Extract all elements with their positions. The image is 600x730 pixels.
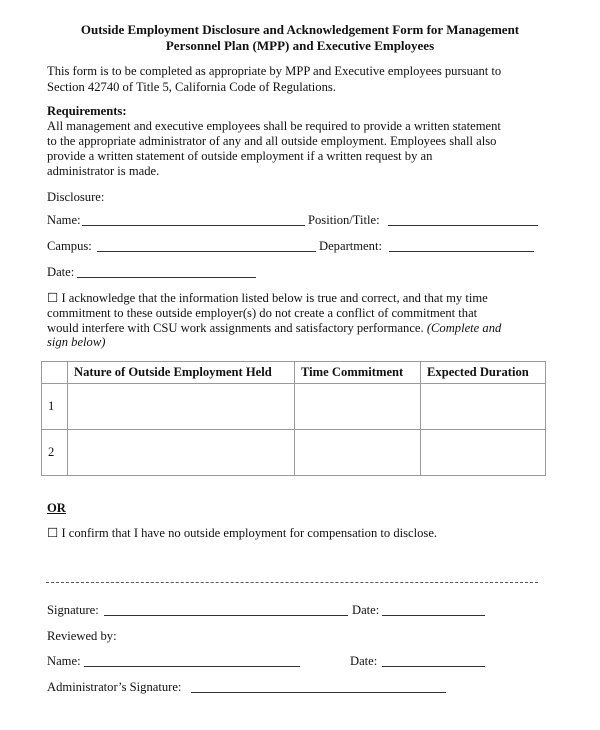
table-row bbox=[42, 384, 546, 430]
signature-date-label: Date: bbox=[352, 603, 380, 617]
requirements-heading: Requirements: bbox=[47, 104, 127, 118]
header-nature: Nature of Outside Employment Held bbox=[68, 362, 295, 384]
department-field[interactable] bbox=[389, 251, 534, 252]
confirm-checkbox-line[interactable]: ☐ I confirm that I have no outside employment for compensation to disclose. bbox=[47, 526, 438, 540]
name-field[interactable] bbox=[82, 225, 305, 226]
divider bbox=[46, 582, 538, 583]
department-label: Department: bbox=[319, 239, 382, 253]
signature-field[interactable] bbox=[104, 615, 348, 616]
requirements-line: All management and executive employees shall be required to provide a written statement bbox=[47, 119, 501, 133]
campus-field[interactable] bbox=[97, 251, 316, 252]
reviewer-date-field[interactable] bbox=[382, 666, 485, 667]
date-field[interactable] bbox=[77, 277, 256, 278]
acknowledge-note: sign below) bbox=[47, 335, 106, 349]
acknowledge-note: (Complete and bbox=[426, 321, 502, 335]
admin-signature-label: Administrator’s Signature: bbox=[47, 680, 182, 694]
header-duration: Expected Duration bbox=[421, 362, 546, 384]
disclosure-label: Disclosure: bbox=[47, 190, 105, 204]
acknowledge-checkbox-line[interactable]: ☐ I acknowledge that the information listed below is true and correct, and that my time bbox=[47, 291, 488, 305]
intro-line: Section 42740 of Title 5, California Code of Regulations. bbox=[47, 80, 336, 94]
position-label: Position/Title: bbox=[308, 213, 380, 227]
position-field[interactable] bbox=[388, 225, 538, 226]
time-cell[interactable] bbox=[295, 430, 421, 476]
admin-signature-field[interactable] bbox=[191, 692, 446, 693]
signature-label: Signature: bbox=[47, 603, 99, 617]
table-header-row bbox=[42, 362, 546, 384]
reviewer-date-label: Date: bbox=[350, 654, 378, 668]
row-number: 1 bbox=[42, 384, 68, 430]
requirements-line: administrator is made. bbox=[47, 164, 160, 178]
reviewer-name-field[interactable] bbox=[84, 666, 300, 667]
nature-cell[interactable] bbox=[68, 430, 295, 476]
acknowledge-line: would interfere with CSU work assignments and satisfactory performance. bbox=[47, 321, 427, 335]
time-cell[interactable] bbox=[295, 384, 421, 430]
form-title-line-2: Personnel Plan (MPP) and Executive Employees bbox=[165, 38, 435, 53]
reviewed-by-label: Reviewed by: bbox=[47, 629, 117, 643]
header-number bbox=[42, 362, 68, 384]
nature-cell[interactable] bbox=[68, 384, 295, 430]
row-number: 2 bbox=[42, 430, 68, 476]
acknowledge-line: commitment to these outside employer(s) do not create a conflict of commitment that bbox=[47, 306, 478, 320]
form-title-line-1: Outside Employment Disclosure and Acknowledgement Form for Management bbox=[80, 22, 520, 37]
or-label: OR bbox=[47, 501, 66, 515]
name-label: Name: bbox=[47, 213, 81, 227]
signature-date-field[interactable] bbox=[382, 615, 485, 616]
reviewer-name-label: Name: bbox=[47, 654, 81, 668]
duration-cell[interactable] bbox=[421, 384, 546, 430]
table-row bbox=[42, 430, 546, 476]
header-time: Time Commitment bbox=[295, 362, 421, 384]
requirements-line: provide a written statement of outside employment if a written request by an bbox=[47, 149, 433, 163]
requirements-line: to the appropriate administrator of any and all outside employment. Employees shall also bbox=[47, 134, 497, 148]
intro-line: This form is to be completed as appropriate by MPP and Executive employees pursuant to bbox=[47, 64, 502, 78]
duration-cell[interactable] bbox=[421, 430, 546, 476]
employment-table bbox=[41, 361, 546, 476]
campus-label: Campus: bbox=[47, 239, 92, 253]
date-label: Date: bbox=[47, 265, 75, 279]
